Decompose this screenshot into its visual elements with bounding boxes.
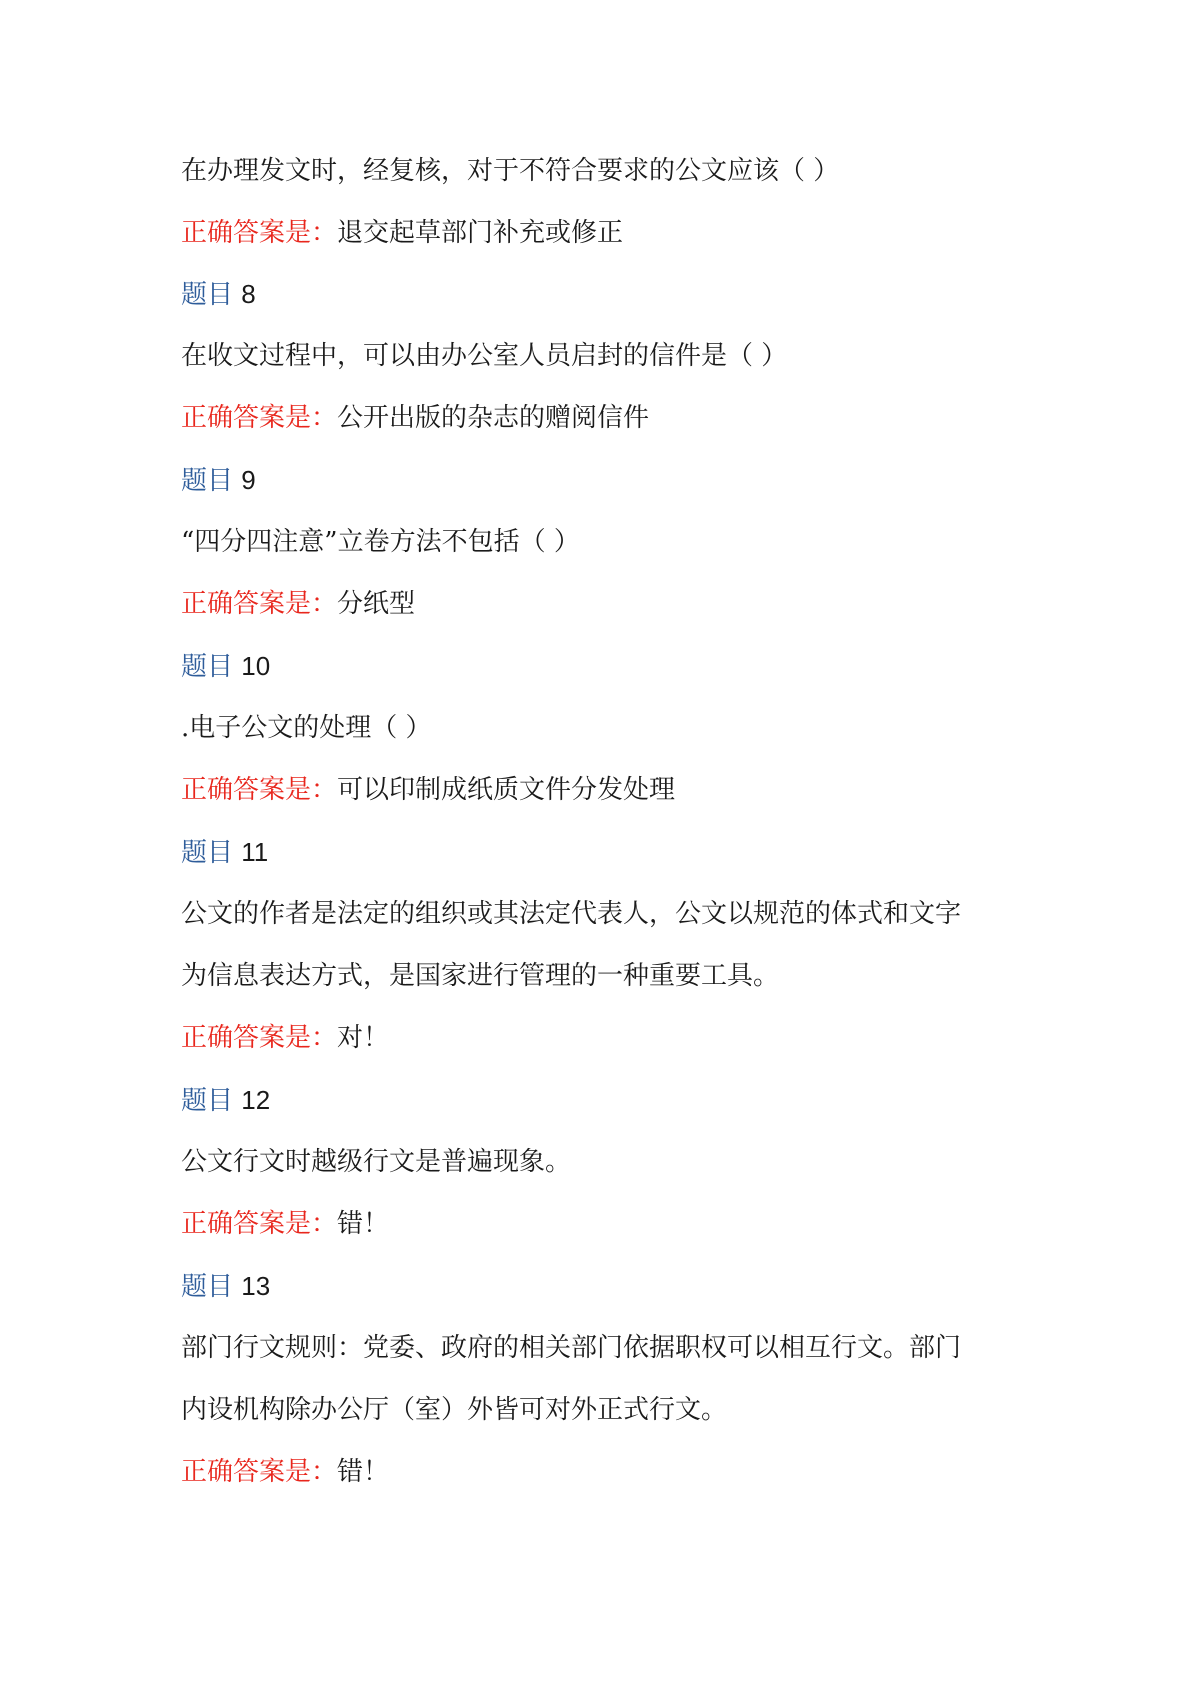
answer-label: 正确答案是： <box>181 1023 338 1053</box>
answer-text: 公开出版的杂志的赠阅信件 <box>337 403 650 433</box>
answer-text: 对！ <box>337 1023 390 1053</box>
answer-row <box>181 773 1041 807</box>
question-number: 13 <box>241 1271 271 1301</box>
answer-row <box>181 587 1041 621</box>
question-number: 8 <box>241 279 256 309</box>
answer-row <box>181 216 1041 250</box>
answer-text: 错！ <box>337 1457 390 1487</box>
question-number: 10 <box>241 651 271 681</box>
question-line: 在办理发文时，经复核，对于不符合要求的公文应该（ ） <box>181 156 840 186</box>
question-line: 在收文过程中，可以由办公室人员启封的信件是（ ） <box>181 341 788 371</box>
answer-text: 可以印制成纸质文件分发处理 <box>337 775 676 805</box>
question-line: .电子公文的处理（ ） <box>181 713 432 743</box>
heading-label: 题目 <box>181 652 234 682</box>
question-number: 11 <box>241 837 269 867</box>
answer-label: 正确答案是： <box>181 218 338 248</box>
question-line: “四分四注意”立卷方法不包括（ ） <box>181 527 580 557</box>
heading-label: 题目 <box>181 1272 234 1302</box>
question-line: 公文行文时越级行文是普遍现象。 <box>181 1147 572 1177</box>
answer-label: 正确答案是： <box>181 1209 338 1239</box>
question-heading <box>181 277 1041 312</box>
answer-label: 正确答案是： <box>181 589 338 619</box>
answer-text: 错！ <box>337 1209 390 1239</box>
question-heading <box>181 463 1041 498</box>
answer-text: 分纸型 <box>337 589 416 619</box>
answer-label: 正确答案是： <box>181 1457 338 1487</box>
answer-row <box>181 1021 1041 1055</box>
question-line: 公文的作者是法定的组织或其法定代表人，公文以规范的体式和文字 <box>181 899 962 929</box>
answer-label: 正确答案是： <box>181 775 338 805</box>
question-line: 为信息表达方式，是国家进行管理的一种重要工具。 <box>181 961 780 991</box>
heading-label: 题目 <box>181 466 234 496</box>
answer-row <box>181 401 1041 435</box>
question-heading <box>181 649 1041 684</box>
question-heading <box>181 835 1041 870</box>
question-number: 9 <box>241 465 256 495</box>
question-line: 内设机构除办公厅（室）外皆可对外正式行文。 <box>181 1395 728 1425</box>
question-heading <box>181 1269 1041 1304</box>
question-heading <box>181 1083 1041 1118</box>
answer-row <box>181 1207 1041 1241</box>
question-number: 12 <box>241 1085 271 1115</box>
heading-label: 题目 <box>181 838 234 868</box>
answer-label: 正确答案是： <box>181 403 338 433</box>
answer-row <box>181 1455 1041 1489</box>
heading-label: 题目 <box>181 1086 234 1116</box>
heading-label: 题目 <box>181 280 234 310</box>
question-line: 部门行文规则：党委、政府的相关部门依据职权可以相互行文。部门 <box>181 1333 962 1363</box>
answer-text: 退交起草部门补充或修正 <box>337 218 624 248</box>
